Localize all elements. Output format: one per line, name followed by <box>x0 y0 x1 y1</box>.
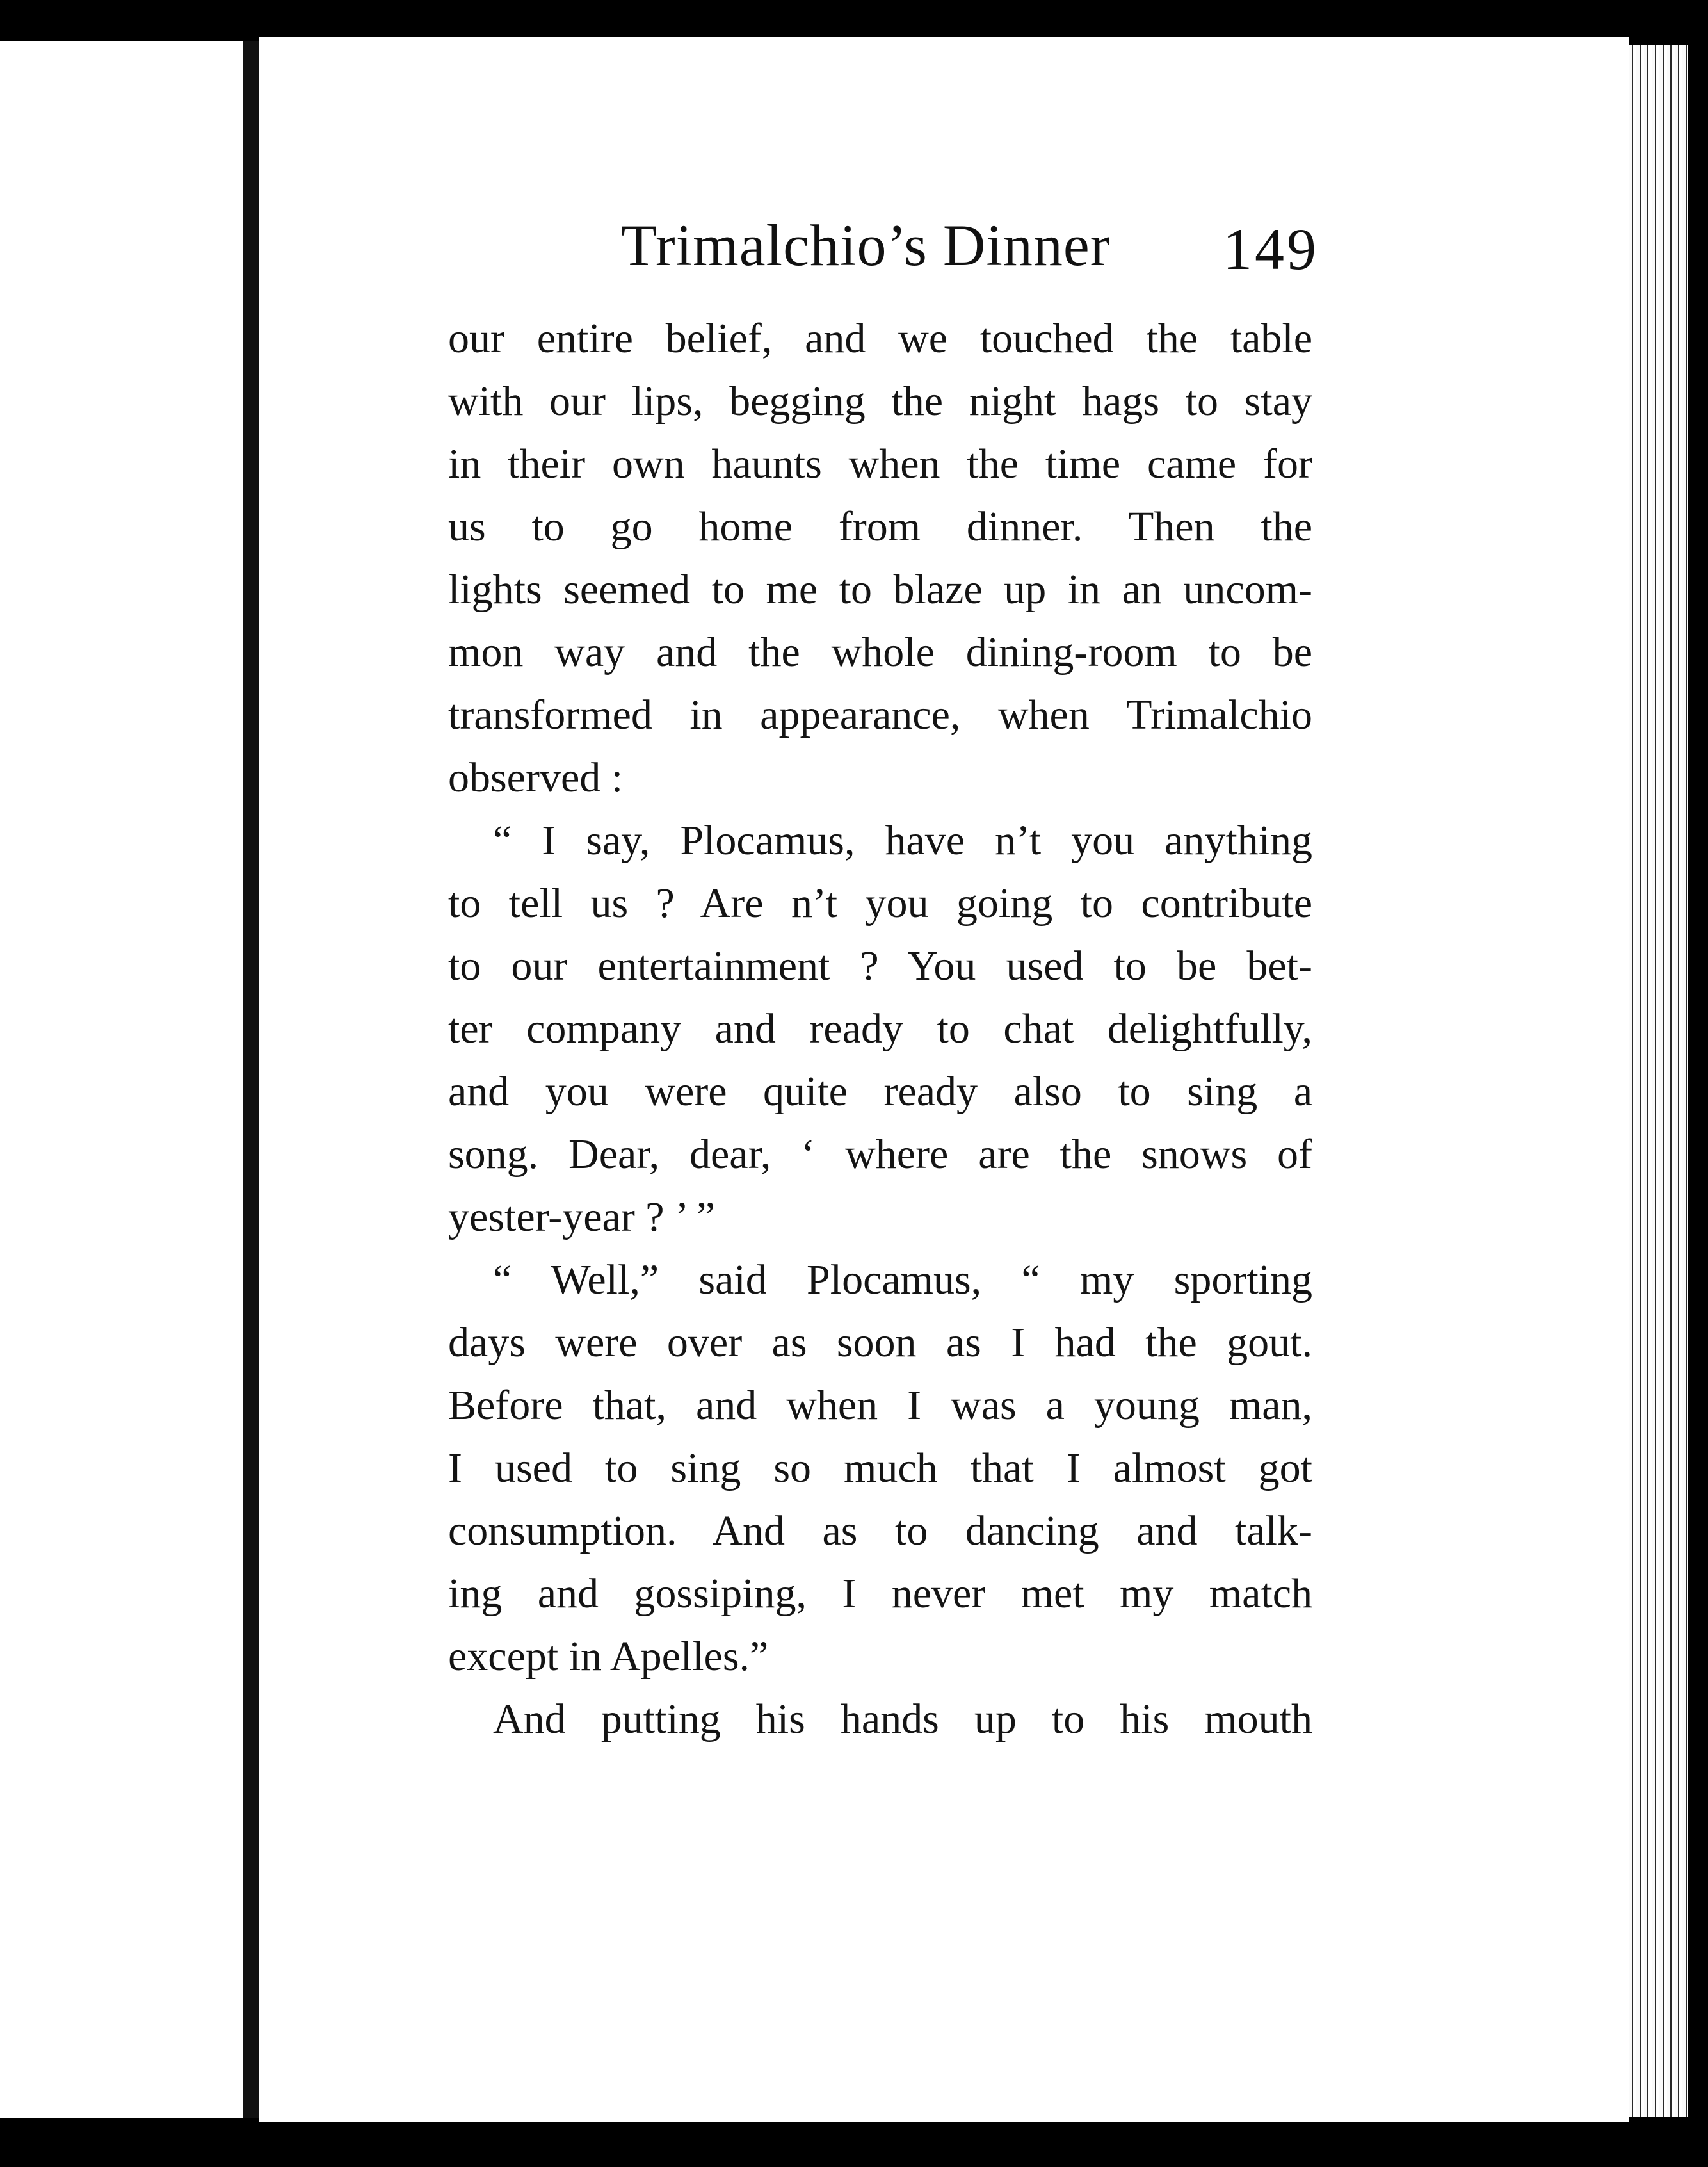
text-line: “ I say, Plocamus, have n’t you anything <box>493 817 1312 864</box>
text-line: us to go home from dinner. Then the <box>448 503 1312 550</box>
scan-border <box>1688 45 1708 2117</box>
text-line: mon way and the whole dining-room to be <box>448 629 1312 676</box>
text-line: in their own haunts when the time came for <box>448 441 1312 487</box>
text-line: observed : <box>448 754 624 801</box>
text-line: song. Dear, dear, ‘ where are the snows of <box>448 1131 1312 1178</box>
running-title: Trimalchio’s Dinner <box>621 213 1111 278</box>
book-gutter <box>243 41 259 2118</box>
text-line: to tell us ? Are n’t you going to contribute <box>448 880 1312 927</box>
text-line: I used to sing so much that I almost got <box>448 1445 1312 1491</box>
text-line: And putting his hands up to his mouth <box>493 1696 1312 1742</box>
page-header <box>615 211 1319 301</box>
text-line: with our lips, begging the night hags to stay <box>448 378 1312 425</box>
text-line: days were over as soon as I had the gout. <box>448 1319 1312 1366</box>
text-line: and you were quite ready also to sing a <box>448 1068 1312 1115</box>
text-line: except in Apelles.” <box>448 1633 769 1680</box>
text-line: our entire belief, and we touched the table <box>448 315 1312 362</box>
text-line: transformed in appearance, when Trimalchio <box>448 692 1312 738</box>
text-line: yester-year ? ’ ” <box>448 1194 715 1240</box>
text-line: ter company and ready to chat delightfully, <box>448 1005 1312 1052</box>
text-line: lights seemed to me to blaze up in an uncom- <box>448 566 1312 613</box>
text-line: ing and gossiping, I never met my match <box>448 1570 1312 1617</box>
text-line: to our entertainment ? You used to be bet- <box>448 943 1312 989</box>
page-number: 149 <box>1223 216 1319 282</box>
text-line: “ Well,” said Plocamus, “ my sporting <box>493 1256 1312 1303</box>
text-line: Before that, and when I was a young man, <box>448 1382 1312 1429</box>
page-fore-edge <box>1629 45 1688 2117</box>
body-text <box>448 307 1312 1751</box>
facing-page-edge <box>0 41 243 2118</box>
text-line: consumption. And as to dancing and talk- <box>448 1507 1312 1554</box>
